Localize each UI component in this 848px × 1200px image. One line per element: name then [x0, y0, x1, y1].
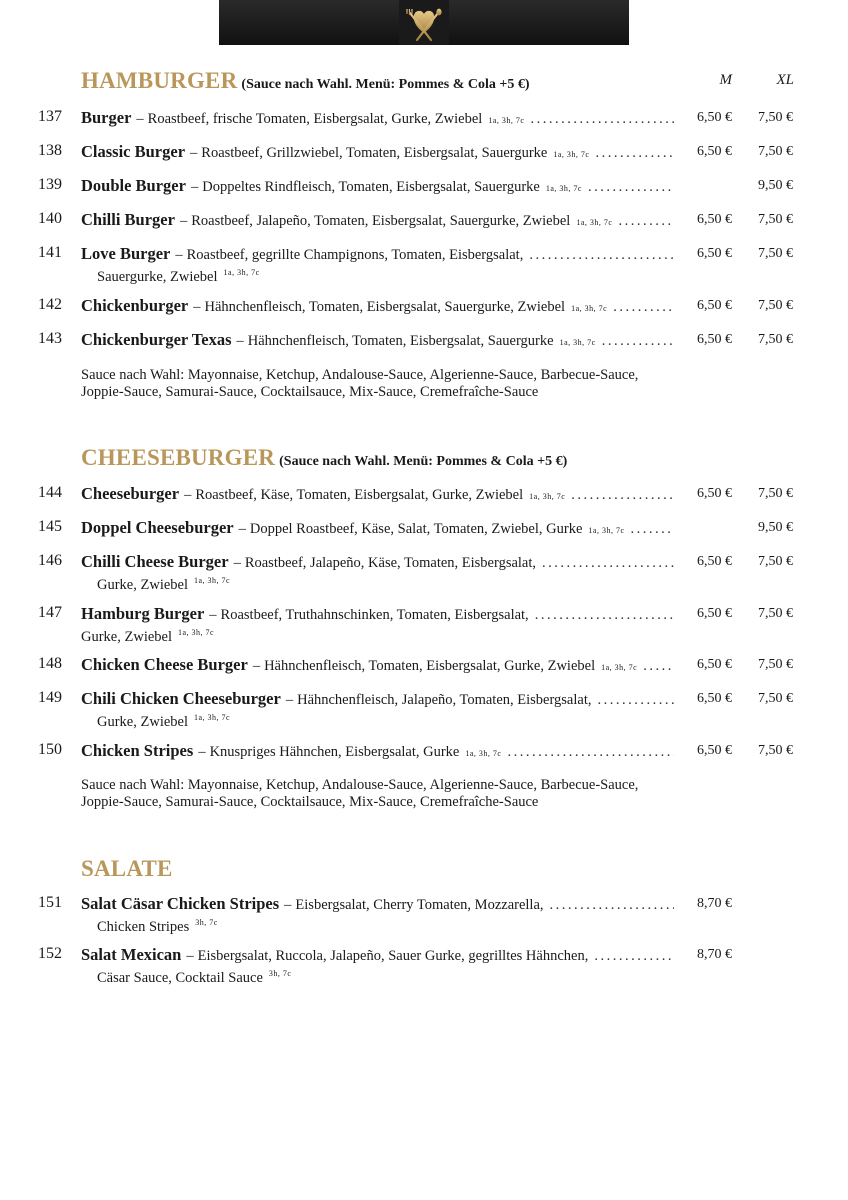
allergen-codes: 3h, 7c — [195, 918, 218, 927]
item-line — [81, 624, 674, 646]
item-line — [81, 143, 674, 163]
section-note: (Sauce nach Wahl. Menü: Pommes & Cola +5 €) — [241, 77, 530, 92]
item-number: 138 — [38, 142, 62, 159]
item-number: 140 — [38, 210, 62, 227]
item-dash: – — [179, 213, 188, 229]
item-description: Doppeltes Rindfleisch, Tomaten, Eisbergsalat, Sauergurke — [202, 179, 540, 195]
item-body — [81, 553, 674, 594]
dot-leader — [571, 487, 674, 504]
item-dash: – — [186, 948, 194, 964]
sauce-note-line: Sauce nach Wahl: Mayonnaise, Ketchup, Andalouse-Sauce, Algerienne-Sauce, Barbecue-Sauce, — [81, 777, 639, 793]
item-dash: – — [233, 555, 241, 571]
price-m: 6,50 € — [697, 554, 732, 569]
dot-leader — [613, 299, 674, 316]
price-m: 6,50 € — [697, 332, 732, 347]
price-m: 6,50 € — [697, 110, 732, 125]
item-line — [81, 177, 674, 197]
item-number: 151 — [38, 894, 62, 911]
sauce-note-line: Sauce nach Wahl: Mayonnaise, Ketchup, Andalouse-Sauce, Algerienne-Sauce, Barbecue-Sauce, — [81, 367, 639, 383]
top-banner — [219, 0, 629, 45]
allergen-codes: 1a, 3h, 7c — [576, 218, 613, 227]
item-name: Salat Cäsar Chicken Stripes — [81, 895, 280, 913]
item-number: 137 — [38, 108, 62, 125]
item-body — [81, 109, 674, 129]
item-description: Eisbergsalat, Ruccola, Jalapeño, Sauer Gurke, gegrilltes Hähnchen, — [197, 948, 589, 964]
item-line — [81, 553, 674, 572]
item-line — [81, 331, 674, 351]
column-header-xl: XL — [776, 72, 794, 88]
item-number: 150 — [38, 741, 62, 758]
dot-leader — [550, 897, 674, 914]
item-line — [81, 605, 674, 624]
price-xl: 7,50 € — [758, 606, 793, 621]
price-m: 6,50 € — [697, 144, 732, 159]
item-description: Roastbeef, Jalapeño, Tomaten, Eisbergsalat, Sauergurke, Zwiebel — [191, 213, 571, 229]
item-name: Chicken Stripes — [81, 742, 194, 760]
item-description: Knuspriges Hähnchen, Eisbergsalat, Gurke — [209, 744, 460, 760]
price-m: 6,50 € — [697, 606, 732, 621]
dot-leader — [542, 555, 674, 572]
salate-section — [0, 856, 848, 886]
item-number: 145 — [38, 518, 62, 535]
item-name: Chilli Cheese Burger — [81, 553, 229, 571]
item-name: Chickenburger — [81, 297, 189, 315]
item-body — [81, 690, 674, 731]
section-title: SALATE — [81, 856, 173, 881]
dot-leader — [588, 179, 674, 196]
dot-leader — [530, 111, 674, 128]
section-title: HAMBURGER (Sauce nach Wahl. Menü: Pommes & Cola +5 €) — [81, 68, 530, 93]
dot-leader — [535, 607, 674, 624]
price-xl: 7,50 € — [758, 246, 793, 261]
item-description: Roastbeef, Grillzwiebel, Tomaten, Eisbergsalat, Sauergurke — [201, 145, 548, 161]
allergen-codes: 1a, 3h, 7c — [194, 576, 231, 585]
price-xl: 9,50 € — [758, 178, 793, 193]
sauce-note-cheeseburger — [81, 777, 701, 811]
allergen-codes: 1a, 3h, 7c — [571, 304, 608, 313]
item-number: 146 — [38, 552, 62, 569]
item-number: 144 — [38, 484, 62, 501]
item-body — [81, 143, 674, 163]
item-number: 141 — [38, 244, 62, 261]
dot-leader — [595, 145, 674, 162]
item-number: 139 — [38, 176, 62, 193]
item-line — [81, 742, 674, 762]
allergen-codes: 1a, 3h, 7c — [588, 526, 625, 535]
item-description-cont: Sauergurke, Zwiebel — [97, 268, 218, 285]
item-name: Salat Mexican — [81, 946, 182, 964]
item-name: Chickenburger Texas — [81, 331, 232, 349]
item-line — [81, 485, 674, 505]
item-number: 149 — [38, 689, 62, 706]
item-line — [81, 109, 674, 129]
item-name: Doppel Cheeseburger — [81, 519, 234, 537]
sauce-note-line: Joppie-Sauce, Samurai-Sauce, Cocktailsauce, Mix-Sauce, Cremefraîche-Sauce — [81, 794, 539, 810]
item-body — [81, 297, 674, 317]
item-description-cont: Gurke, Zwiebel — [81, 628, 172, 645]
item-description-cont: Gurke, Zwiebel — [97, 713, 188, 730]
item-description: Hähnchenfleisch, Tomaten, Eisbergsalat, Gurke, Zwiebel — [264, 658, 596, 674]
allergen-codes: 1a, 3h, 7c — [553, 150, 590, 159]
item-dash: – — [184, 487, 192, 503]
section-title: CHEESEBURGER (Sauce nach Wahl. Menü: Pommes & Cola +5 €) — [81, 445, 568, 470]
item-dash: – — [284, 897, 292, 913]
item-description: Hähnchenfleisch, Tomaten, Eisbergsalat, Sauergurke, Zwiebel — [204, 299, 566, 315]
dot-leader — [631, 521, 675, 538]
price-m: 6,50 € — [697, 298, 732, 313]
section-header — [0, 68, 848, 98]
item-description: Roastbeef, gegrillte Champignons, Tomaten, Eisbergsalat, — [186, 247, 524, 263]
item-body — [81, 331, 674, 351]
item-line — [81, 572, 674, 594]
allergen-codes: 1a, 3h, 7c — [194, 713, 231, 722]
allergen-codes: 3h, 7c — [268, 969, 292, 978]
item-dash: – — [190, 179, 199, 195]
item-dash: – — [209, 607, 217, 623]
sauce-note-hamburger — [81, 367, 701, 401]
item-dash: – — [136, 111, 144, 127]
item-line — [81, 245, 674, 264]
allergen-codes: 1a, 3h, 7c — [465, 749, 502, 758]
item-description: Roastbeef, Jalapeño, Käse, Tomaten, Eisbergsalat, — [244, 555, 537, 571]
price-xl: 7,50 € — [758, 212, 793, 227]
price-xl: 7,50 € — [758, 298, 793, 313]
price-xl: 7,50 € — [758, 332, 793, 347]
item-body — [81, 177, 674, 197]
item-body — [81, 656, 674, 676]
price-xl: 7,50 € — [758, 743, 793, 758]
item-line — [81, 211, 674, 231]
section-header — [0, 445, 848, 475]
allergen-codes: 1a, 3h, 7c — [529, 492, 566, 501]
item-line — [81, 965, 674, 987]
allergen-codes: 1a, 3h, 7c — [545, 184, 582, 193]
item-name: Chilli Burger — [81, 211, 175, 229]
item-description: Eisbergsalat, Cherry Tomaten, Mozzarella, — [295, 897, 544, 913]
item-line — [81, 519, 674, 539]
item-line — [81, 297, 674, 317]
item-body — [81, 895, 674, 936]
item-description-cont: Gurke, Zwiebel — [97, 576, 188, 593]
item-dash: – — [236, 333, 244, 349]
dot-leader — [594, 948, 674, 965]
item-line — [81, 946, 674, 965]
sauce-note-line: Joppie-Sauce, Samurai-Sauce, Cocktailsauce, Mix-Sauce, Cremefraîche-Sauce — [81, 384, 539, 400]
price-xl: 7,50 € — [758, 691, 793, 706]
item-number: 143 — [38, 330, 62, 347]
item-name: Chili Chicken Cheeseburger — [81, 690, 281, 708]
price-xl: 7,50 € — [758, 554, 793, 569]
item-name: Cheeseburger — [81, 485, 180, 503]
item-dash: – — [252, 658, 261, 674]
item-line — [81, 895, 674, 914]
item-line — [81, 709, 674, 731]
item-dash: – — [193, 299, 201, 315]
item-description: Hähnchenfleisch, Jalapeño, Tomaten, Eisbergsalat, — [297, 692, 592, 708]
item-description-cont: Cäsar Sauce, Cocktail Sauce — [97, 969, 263, 986]
price-m: 8,70 € — [697, 947, 732, 962]
price-m: 6,50 € — [697, 246, 732, 261]
dot-leader — [598, 692, 675, 709]
allergen-codes: 1a, 3h, 7c — [178, 628, 215, 637]
price-xl: 9,50 € — [758, 520, 793, 535]
section-header — [0, 856, 848, 886]
item-body — [81, 605, 674, 646]
item-name: Chicken Cheese Burger — [81, 656, 248, 674]
item-line — [81, 264, 674, 286]
item-dash: – — [238, 521, 246, 537]
item-line — [81, 914, 674, 936]
item-dash: – — [175, 247, 183, 263]
price-m: 6,50 € — [697, 657, 732, 672]
column-header-m: M — [719, 72, 732, 88]
item-name: Burger — [81, 109, 132, 127]
item-body — [81, 519, 674, 539]
item-description-cont: Chicken Stripes — [97, 918, 190, 935]
heart-cutlery-icon — [399, 0, 449, 45]
item-dash: – — [285, 692, 294, 708]
price-m: 6,50 € — [697, 486, 732, 501]
item-name: Double Burger — [81, 177, 186, 195]
item-description: Doppel Roastbeef, Käse, Salat, Tomaten, Zwiebel, Gurke — [249, 521, 583, 537]
allergen-codes: 1a, 3h, 7c — [601, 663, 638, 672]
price-m: 6,50 € — [697, 691, 732, 706]
price-xl: 7,50 € — [758, 486, 793, 501]
allergen-codes: 1a, 3h, 7c — [488, 116, 525, 125]
cheeseburger-section — [0, 445, 848, 475]
allergen-codes: 1a, 3h, 7c — [223, 268, 260, 277]
price-xl: 7,50 € — [758, 110, 793, 125]
item-body — [81, 245, 674, 286]
hamburger-section — [0, 68, 848, 98]
dot-leader — [643, 658, 674, 675]
item-number: 142 — [38, 296, 62, 313]
item-line — [81, 656, 674, 676]
allergen-codes: 1a, 3h, 7c — [559, 338, 596, 347]
price-m: 8,70 € — [697, 896, 732, 911]
item-body — [81, 211, 674, 231]
price-xl: 7,50 € — [758, 144, 793, 159]
item-number: 148 — [38, 655, 62, 672]
dot-leader — [529, 247, 674, 264]
item-name: Love Burger — [81, 245, 171, 263]
dot-leader — [602, 333, 674, 350]
price-m: 6,50 € — [697, 743, 732, 758]
price-m: 6,50 € — [697, 212, 732, 227]
item-number: 152 — [38, 945, 62, 962]
item-description: Hähnchenfleisch, Tomaten, Eisbergsalat, Sauergurke — [247, 333, 554, 349]
item-body — [81, 946, 674, 987]
item-number: 147 — [38, 604, 62, 621]
item-dash: – — [190, 145, 198, 161]
item-description: Roastbeef, frische Tomaten, Eisbergsalat, Gurke, Zwiebel — [147, 111, 483, 127]
item-description: Roastbeef, Truthahnschinken, Tomaten, Eisbergsalat, — [220, 607, 529, 623]
section-note: (Sauce nach Wahl. Menü: Pommes & Cola +5 €) — [279, 454, 568, 469]
dot-leader — [618, 213, 674, 230]
item-name: Classic Burger — [81, 143, 186, 161]
item-body — [81, 742, 674, 762]
item-body — [81, 485, 674, 505]
dot-leader — [507, 744, 674, 761]
item-name: Hamburg Burger — [81, 605, 205, 623]
price-xl: 7,50 € — [758, 657, 793, 672]
item-line — [81, 690, 674, 709]
item-dash: – — [198, 744, 206, 760]
item-description: Roastbeef, Käse, Tomaten, Eisbergsalat, Gurke, Zwiebel — [195, 487, 524, 503]
